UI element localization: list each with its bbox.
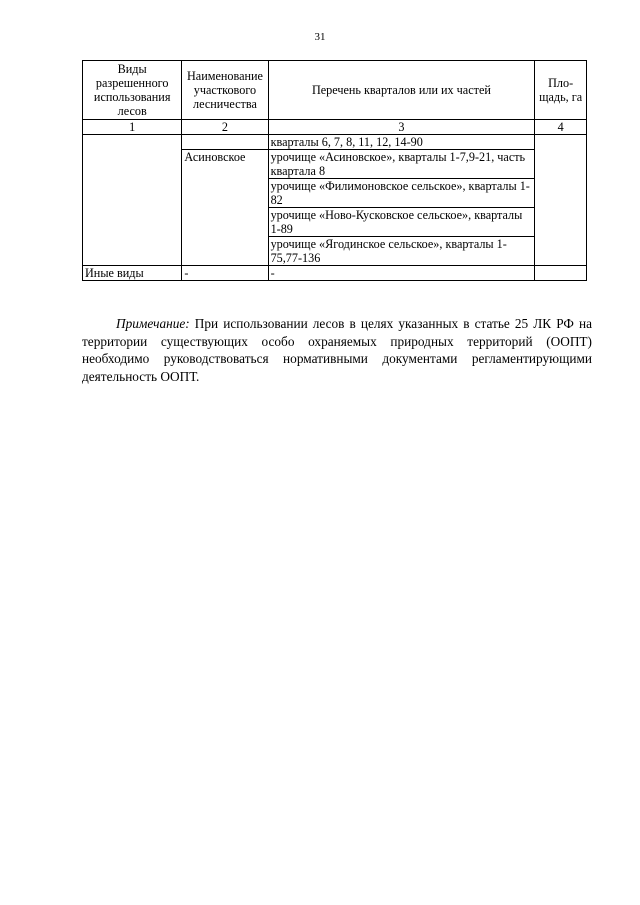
note-text: При использовании лесов в целях указанных в статье 25 ЛК РФ на территории существующих особо охраняемых природных территорий (ООПТ) необходимо руководствоваться нормативными документами регламентирующими деятельность ООПТ.	[82, 316, 592, 384]
column-number-row	[83, 120, 587, 135]
quarters-cell: урочище «Филимоновское сельское», кварталы 1-82	[268, 179, 535, 208]
column-number: 4	[535, 120, 587, 135]
column-number: 3	[268, 120, 535, 135]
area-cell-empty	[535, 135, 587, 266]
area-cell-empty	[535, 266, 587, 281]
quarters-cell: урочище «Асиновское», кварталы 1-7,9-21, часть квартала 8	[268, 150, 535, 179]
page-number: 31	[314, 31, 326, 43]
header-area: Пло-щадь, га	[535, 61, 587, 120]
column-number: 2	[182, 120, 268, 135]
use-type-cell-empty	[83, 135, 182, 266]
forestry-cell: Асиновское	[182, 150, 268, 266]
quarters-cell: урочище «Ягодинское сельское», кварталы 1-75,77-136	[268, 237, 535, 266]
quarters-cell: кварталы 6, 7, 8, 11, 12, 14-90	[268, 135, 535, 150]
quarters-cell: урочище «Ново-Кусковское сельское», кварталы 1-89	[268, 208, 535, 237]
table-header-row	[83, 61, 587, 120]
table-row	[83, 266, 587, 281]
header-use-type: Виды разрешенного использования лесов	[83, 61, 182, 120]
header-quarters: Перечень кварталов или их частей	[268, 61, 535, 120]
forestry-cell: -	[182, 266, 268, 281]
quarters-cell: -	[268, 266, 535, 281]
forestry-cell-empty	[182, 135, 268, 150]
column-number: 1	[83, 120, 182, 135]
note-label: Примечание:	[116, 316, 190, 332]
header-forestry: Наименование участкового лесничества	[182, 61, 268, 120]
forest-use-table	[82, 60, 587, 281]
table-row	[83, 135, 587, 150]
note-paragraph	[82, 315, 592, 385]
use-type-cell: Иные виды	[83, 266, 182, 281]
